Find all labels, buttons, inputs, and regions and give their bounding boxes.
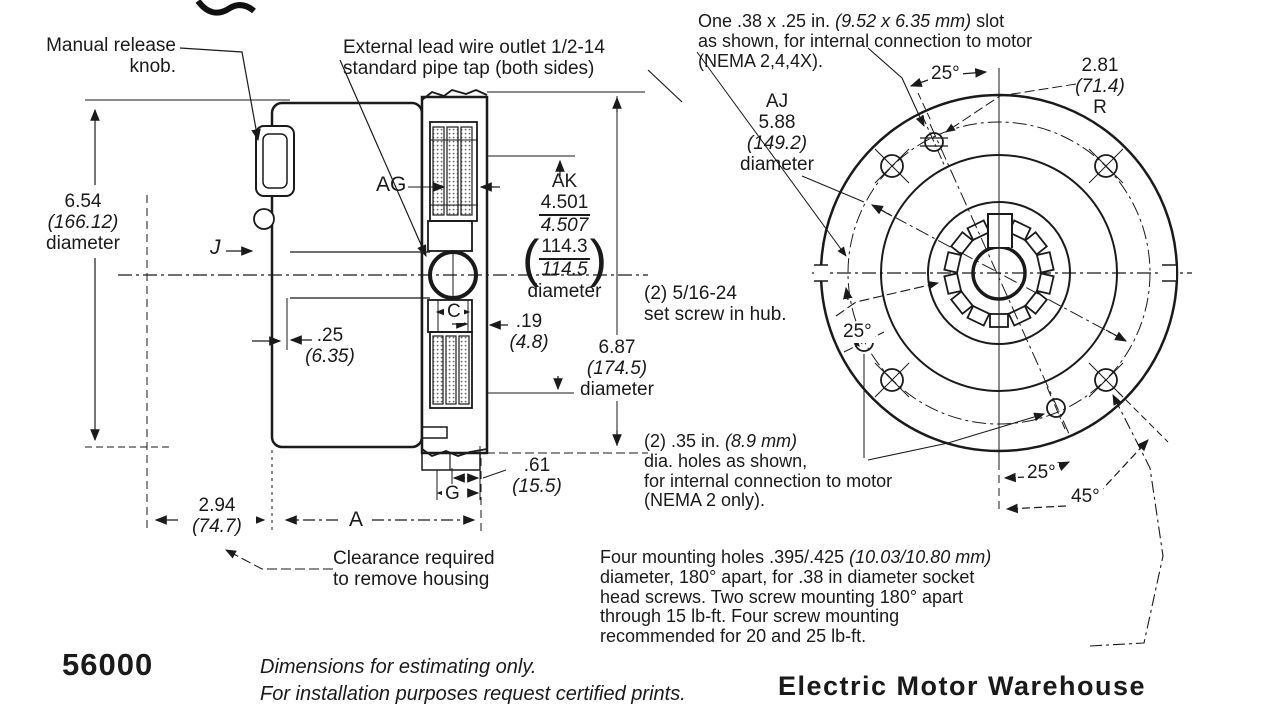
angle-bottom-25: 25° xyxy=(1024,463,1059,484)
note-line: for internal connection to motor xyxy=(644,470,893,491)
note-line-metric: (10.03/10.80 mm) xyxy=(849,547,992,567)
dim-61 xyxy=(502,456,572,498)
a-label: A xyxy=(346,508,366,531)
dim-metric: 114.3 xyxy=(539,237,589,260)
angle-top-25: 25° xyxy=(928,64,963,85)
note-line: Four mounting holes .395/.425 xyxy=(600,547,850,567)
dim-word: diameter xyxy=(580,378,654,400)
disclaimer-line: For installation purposes request certified prints. xyxy=(260,683,686,705)
dim-code: AJ xyxy=(765,91,789,112)
ag-label: AG xyxy=(376,173,407,196)
model-number: 56000 xyxy=(62,647,154,682)
note-line: (2) 5/16-24 xyxy=(644,283,737,304)
note-line: head screws. Two screw mounting 180° apart xyxy=(600,586,964,607)
dim-word: diameter xyxy=(527,280,602,302)
slot-note xyxy=(698,12,1032,71)
paren: ( xyxy=(522,229,540,288)
dim-metric: (174.5) xyxy=(586,357,648,379)
dim-294 xyxy=(178,496,256,538)
external-outlet-label xyxy=(343,38,605,80)
dim-value: 2.94 xyxy=(198,495,236,516)
dim-value: .61 xyxy=(523,455,551,476)
manual-release-label xyxy=(8,36,176,78)
note-line: set screw in hub. xyxy=(644,303,787,325)
note-line: through 15 lb-ft. Four screw mounting xyxy=(600,606,900,627)
note-line: to remove housing xyxy=(333,568,490,590)
paren: ) xyxy=(589,229,607,288)
dim-metric: (74.7) xyxy=(192,515,242,537)
holes-note xyxy=(644,432,892,511)
aj-dim xyxy=(733,92,821,176)
dim-metric: 114.5 xyxy=(541,258,588,280)
angle-left-25: 25° xyxy=(840,322,875,343)
dim-metric: (149.2) xyxy=(746,132,808,154)
dim-metric: (6.35) xyxy=(305,345,355,367)
dim-metric: (15.5) xyxy=(512,475,562,497)
dia-654-dim xyxy=(36,192,130,255)
ak-mm-fraction xyxy=(522,229,607,288)
cutoff-mark xyxy=(198,1,254,13)
ak-dim xyxy=(512,172,617,302)
dim-value: 5.88 xyxy=(758,111,796,133)
note-line: (NEMA 2 only). xyxy=(644,490,766,511)
disclaimer-line: Dimensions for estimating only. xyxy=(260,656,537,678)
note-line: diameter, 180° apart, for .38 in diameter socket xyxy=(600,566,975,587)
dim-metric: (71.4) xyxy=(1075,75,1125,97)
angle-diag-45: 45° xyxy=(1068,487,1103,508)
dim-19 xyxy=(498,312,560,354)
dim-value: 6.87 xyxy=(598,337,636,358)
note-line: dia. holes as shown, xyxy=(644,450,808,471)
dim-word: diameter xyxy=(46,232,120,254)
dim-value: 2.81 xyxy=(1081,55,1119,76)
disclaimer xyxy=(260,654,686,708)
dim-word: diameter xyxy=(740,153,814,175)
j-label: J xyxy=(210,236,221,259)
label-line: External lead wire outlet 1/2-14 xyxy=(343,37,605,58)
dim-code: AK xyxy=(551,171,578,192)
label-line: knob. xyxy=(129,55,176,77)
clearance-note xyxy=(333,549,495,591)
dim-word: R xyxy=(1093,96,1107,118)
mounting-note xyxy=(600,548,991,647)
side-view-drawing xyxy=(85,48,682,569)
dim-metric: (4.8) xyxy=(509,331,549,353)
label-line: standard pipe tap (both sides) xyxy=(343,57,595,79)
dim-metric: (166.12) xyxy=(47,211,119,233)
label-line: Manual release xyxy=(46,35,176,56)
setscrew-note xyxy=(644,284,787,326)
radius-281-dim xyxy=(1068,56,1132,119)
note-line: slot xyxy=(971,11,1005,31)
dim-value: 4.507 xyxy=(540,214,589,236)
brand-name: Electric Motor Warehouse xyxy=(778,671,1147,701)
c-label: C xyxy=(444,302,464,323)
g-label: G xyxy=(442,484,463,505)
note-line: One .38 x .25 in. xyxy=(698,11,836,31)
note-line-metric: (9.52 x 6.35 mm) xyxy=(835,11,972,31)
dim-value: 6.54 xyxy=(64,191,102,212)
note-line-metric: (8.9 mm) xyxy=(725,431,798,451)
dim-value: .19 xyxy=(515,311,543,332)
ak-inch-fraction xyxy=(539,193,591,237)
dia-687-dim xyxy=(574,338,660,401)
dim-value: 4.501 xyxy=(539,193,591,216)
note-line: Clearance required xyxy=(333,548,495,569)
dim-value: .25 xyxy=(316,325,344,346)
dim-25 xyxy=(292,326,368,368)
note-line: (2) .35 in. xyxy=(644,431,726,451)
note-line: recommended for 20 and 25 lb-ft. xyxy=(600,626,867,647)
note-line: (NEMA 2,4,4X). xyxy=(698,50,824,71)
note-line: as shown, for internal connection to motor xyxy=(698,30,1033,51)
